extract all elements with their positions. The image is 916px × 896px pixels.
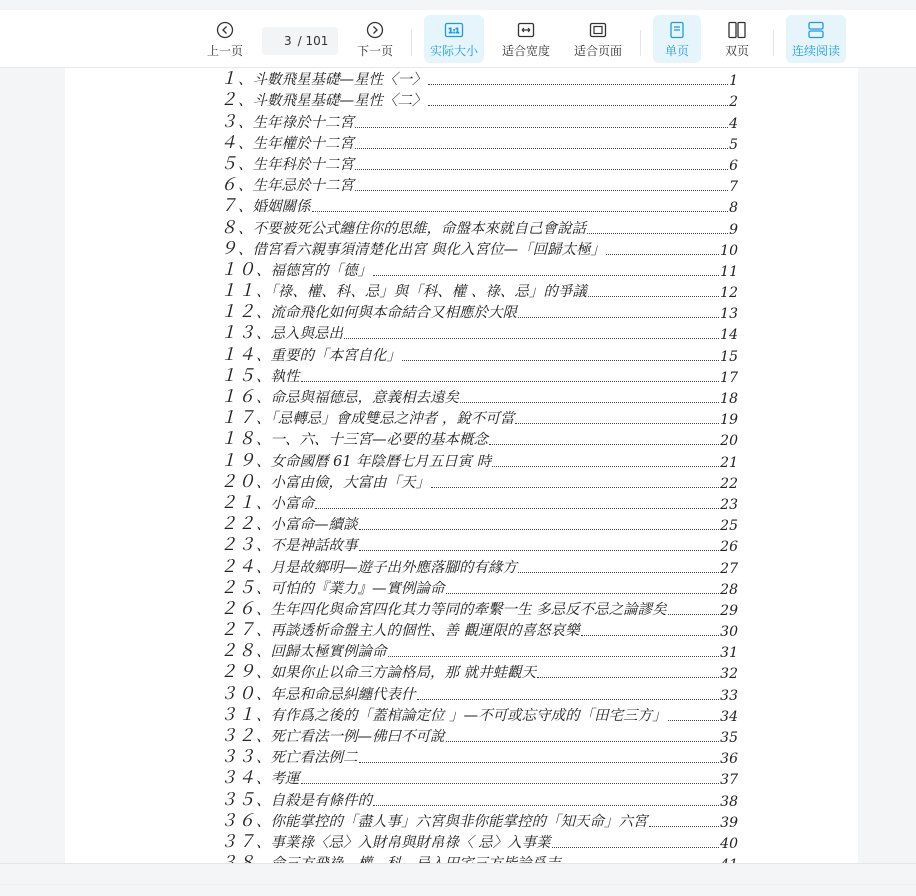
toc-dot-leader — [301, 381, 720, 382]
toc-entry-page: 29 — [720, 602, 738, 619]
toc-dot-leader — [359, 762, 720, 763]
toc-entry-title: 、生年權於十二宮 — [238, 135, 354, 152]
toc-entry-page: 17 — [720, 369, 738, 386]
toc-entry-title: 、事業祿〈忌〉入財帛與財帛祿〈 忌〉入事業 — [256, 834, 551, 851]
next-page-label: 下一页 — [356, 43, 393, 58]
toc-dot-leader — [518, 317, 719, 318]
toc-entry-title: 、不是神話故事 — [256, 538, 358, 555]
toc-entry-title: 、生年祿於十二宮 — [238, 114, 354, 131]
toc-entry-page: 20 — [720, 433, 738, 450]
toc-dot-leader — [668, 614, 720, 615]
toc-entry[interactable] — [220, 280, 738, 301]
actual-size-label: 实际大小 — [429, 43, 478, 58]
toc-entry[interactable] — [220, 704, 738, 725]
toc-entry-title: 、你能掌控的「盡人事」六宮與非你能掌控的「知天命」六宮 — [256, 813, 648, 830]
toc-entry-title: 、女命國曆 61 年陰曆七月五日寅 時 — [256, 453, 492, 470]
toc-entry-number: ７ — [220, 196, 238, 217]
toc-entry-page: 8 — [729, 200, 738, 217]
toc-entry-number: ２ — [220, 90, 238, 111]
toc-entry-title: 、回歸太極實例論命 — [256, 644, 387, 661]
bottom-status-bar — [0, 863, 916, 896]
table-of-contents — [220, 68, 738, 873]
prev-page-button[interactable] — [201, 15, 249, 63]
toc-entry-number: ２１ — [220, 492, 256, 513]
toc-entry-title: 、忌入與忌出 — [256, 326, 343, 343]
fit-width-label: 适合宽度 — [501, 43, 550, 58]
toc-entry-number: ２３ — [220, 535, 256, 556]
toc-entry-page: 7 — [729, 179, 738, 196]
toc-dot-leader — [588, 296, 719, 297]
toc-entry[interactable] — [220, 89, 738, 110]
continuous-reading-button[interactable] — [786, 15, 846, 63]
toc-dot-leader — [552, 847, 720, 848]
toc-entry-title: 、福德宮的「德」 — [256, 262, 372, 279]
toc-entry[interactable] — [220, 259, 738, 280]
double-page-icon — [727, 20, 747, 40]
toc-entry[interactable] — [220, 386, 738, 407]
toc-entry-title: 、流命飛化如何與本命結合又相應於大限 — [256, 305, 517, 322]
toc-entry[interactable] — [220, 831, 738, 852]
total-pages: / 101 — [297, 34, 329, 48]
toc-entry-page: 31 — [720, 645, 738, 662]
toc-entry-number: ３０ — [220, 683, 256, 704]
toc-entry[interactable] — [220, 534, 738, 555]
toc-entry-page: 38 — [720, 793, 738, 810]
toc-entry-number: ２４ — [220, 556, 256, 577]
toc-entry-page: 11 — [720, 263, 738, 280]
toc-entry-number: ３３ — [220, 747, 256, 768]
toc-dot-leader — [428, 105, 729, 106]
toc-entry[interactable] — [220, 68, 738, 89]
toc-entry-title: 、自殺是有條件的 — [256, 792, 372, 809]
toc-entry[interactable] — [220, 598, 738, 619]
toc-entry-number: １２ — [220, 302, 256, 323]
toc-dot-leader — [489, 444, 719, 445]
double-page-button[interactable] — [713, 15, 761, 63]
double-page-label: 双页 — [724, 43, 749, 58]
toc-dot-leader — [446, 741, 720, 742]
toc-entry-title: 、「忌轉忌」會成雙忌之沖者 ，銳不可當 — [256, 411, 515, 428]
toc-entry[interactable] — [220, 322, 738, 343]
toc-entry-page: 22 — [720, 475, 738, 492]
toc-dot-leader — [581, 635, 720, 636]
toc-entry-title: 、不要被死公式纏住你的思維，命盤本來就自己會說話 — [238, 220, 586, 237]
chevron-right-circle-icon — [366, 20, 384, 40]
toc-dot-leader — [373, 805, 719, 806]
toc-entry-number: ２７ — [220, 620, 256, 641]
toc-entry-title: 、命忌與福德忌，意義相去遠矣 — [256, 390, 459, 406]
toc-entry[interactable] — [220, 216, 738, 237]
toc-entry-number: ３ — [220, 111, 238, 132]
page-number-input[interactable] — [272, 34, 292, 48]
toc-dot-leader — [537, 677, 719, 678]
toc-dot-leader — [355, 169, 728, 170]
toc-entry-number: ３６ — [220, 810, 256, 831]
toc-entry-page: 6 — [729, 157, 738, 174]
fit-page-icon — [588, 20, 608, 40]
prev-page-label: 上一页 — [206, 43, 243, 58]
toc-entry-number: ２２ — [220, 514, 256, 535]
svg-text:1:1: 1:1 — [448, 26, 460, 35]
toc-entry-number: ６ — [220, 175, 238, 196]
continuous-scroll-icon — [807, 20, 825, 40]
toc-dot-leader — [359, 529, 720, 530]
fit-width-icon — [516, 20, 536, 40]
toc-dot-leader — [417, 699, 720, 700]
toc-entry-page: 36 — [720, 751, 738, 768]
toolbar-divider — [773, 30, 774, 56]
toc-dot-leader — [359, 550, 720, 551]
toolbar-divider — [411, 30, 412, 56]
toc-entry-number: １６ — [220, 387, 256, 407]
toc-dot-leader — [355, 148, 728, 149]
toc-entry[interactable] — [220, 640, 738, 661]
toc-entry[interactable] — [220, 471, 738, 492]
toc-entry-number: ９ — [220, 238, 238, 259]
toc-entry[interactable] — [220, 577, 738, 598]
toc-entry-number: １ — [220, 69, 238, 90]
toc-entry-title: 、小富命 — [256, 495, 314, 512]
toc-entry[interactable] — [220, 725, 738, 746]
toc-dot-leader — [460, 402, 719, 403]
toc-dot-leader — [606, 254, 719, 255]
toc-entry-number: ３２ — [220, 726, 256, 746]
toc-entry-title: 、小富命—續談 — [256, 517, 358, 534]
toc-entry-number: ２６ — [220, 598, 256, 619]
toc-entry-page: 18 — [720, 391, 738, 407]
toc-entry[interactable] — [220, 555, 738, 576]
toc-dot-leader — [428, 84, 729, 85]
pdf-toolbar — [0, 10, 916, 68]
toc-entry-page: 40 — [720, 835, 738, 852]
next-page-button[interactable] — [351, 15, 399, 63]
window-top-strip — [0, 0, 916, 10]
toc-entry-page: 1 — [729, 73, 738, 90]
toc-entry[interactable] — [220, 788, 738, 809]
toc-entry[interactable] — [220, 661, 738, 682]
bottom-divider — [0, 884, 916, 885]
toc-entry-number: ３７ — [220, 831, 256, 852]
toc-dot-leader — [344, 338, 719, 339]
toc-entry[interactable] — [220, 195, 738, 216]
toc-entry-page: 9 — [729, 221, 738, 238]
toc-entry-title: 、重要的「本宮自化」 — [256, 347, 401, 364]
toc-entry-page: 39 — [720, 814, 738, 831]
toc-dot-leader — [301, 783, 720, 784]
toc-entry-title: 、生年科於十二宮 — [238, 156, 354, 173]
toc-entry-number: ２０ — [220, 471, 256, 492]
chevron-left-circle-icon — [216, 20, 234, 40]
toc-entry-title: 、借宮看六親事須清楚化出宮 與化入宮位—「回歸太極」 — [238, 241, 606, 258]
toc-entry-page: 13 — [720, 306, 738, 323]
toc-entry-number: ５ — [220, 153, 238, 174]
toc-dot-leader — [649, 826, 720, 827]
single-page-icon — [669, 20, 685, 40]
toc-entry-page: 14 — [720, 327, 738, 344]
toc-entry-title: 、死亡看法一例—佛曰不可說 — [256, 729, 445, 745]
toc-entry-number: ３４ — [220, 768, 256, 789]
toc-dot-leader — [518, 572, 719, 573]
toc-entry[interactable] — [220, 619, 738, 640]
toc-entry[interactable] — [220, 407, 738, 428]
toc-dot-leader — [402, 360, 719, 361]
toc-entry-title: 、死亡看法例二 — [256, 750, 358, 767]
toc-entry-page: 27 — [720, 560, 738, 577]
toc-entry-title: 、一、六、十三宮—必要的基本概念 — [256, 432, 488, 449]
toc-entry-number: ３５ — [220, 789, 256, 810]
toc-entry-page: 26 — [720, 539, 738, 556]
toc-entry-page: 12 — [720, 285, 738, 302]
toc-entry-number: ３１ — [220, 704, 256, 725]
toc-entry-page: 30 — [720, 624, 738, 641]
toc-entry-title: 、執性 — [256, 368, 300, 385]
toc-entry-page: 28 — [720, 581, 738, 598]
toc-entry-title: 、可怕的『業力』—實例論命 — [256, 580, 445, 597]
toc-entry[interactable] — [220, 428, 738, 449]
toc-entry-page: 4 — [729, 115, 738, 132]
toc-entry[interactable] — [220, 153, 738, 174]
toc-entry-title: 、生年忌於十二宮 — [238, 178, 354, 195]
toc-entry-page: 23 — [720, 496, 738, 513]
toc-entry-page: 37 — [720, 772, 738, 789]
toc-entry-number: １７ — [220, 408, 256, 429]
toc-entry-number: １０ — [220, 259, 256, 280]
toc-entry[interactable] — [220, 449, 738, 470]
toc-entry-page: 35 — [720, 730, 738, 746]
toc-entry-title: 、生年四化與命宮四化其力等同的牽繫一生 多忌反不忌之論謬矣 — [256, 601, 667, 618]
toc-dot-leader — [315, 508, 719, 509]
toc-dot-leader — [373, 275, 719, 276]
toc-entry-page: 2 — [729, 94, 738, 111]
toc-entry[interactable] — [220, 810, 738, 831]
toc-dot-leader — [446, 593, 720, 594]
toc-dot-leader — [587, 233, 728, 234]
toolbar-divider — [640, 30, 641, 56]
toc-dot-leader — [431, 487, 719, 488]
page-number-box[interactable] — [262, 27, 338, 55]
toc-entry-number: ４ — [220, 132, 238, 153]
toc-entry-page: 10 — [720, 242, 738, 259]
toc-entry[interactable] — [220, 365, 738, 386]
toc-entry-number: ８ — [220, 217, 238, 238]
toc-entry[interactable] — [220, 132, 738, 153]
single-page-button[interactable] — [653, 15, 701, 63]
continuous-reading-label: 连续阅读 — [791, 43, 840, 58]
toc-entry-number: １９ — [220, 450, 256, 471]
toc-dot-leader — [515, 423, 719, 424]
toc-entry-number: ２９ — [220, 662, 256, 683]
toc-dot-leader — [492, 466, 719, 467]
toc-entry-page: 34 — [720, 708, 738, 725]
toc-dot-leader — [388, 656, 720, 657]
toc-entry[interactable] — [220, 110, 738, 131]
toc-entry[interactable] — [220, 301, 738, 322]
toc-dot-leader — [668, 720, 720, 721]
toc-entry-number: １４ — [220, 344, 256, 365]
toc-entry-title: 、如果你止以命三方論格局，那 就井蛙觀天 — [256, 665, 537, 682]
toc-entry-page: 5 — [729, 136, 738, 153]
toc-entry[interactable] — [220, 174, 738, 195]
toc-entry-title: 、「祿、權、科、忌」與「科、權 、祿、忌」的爭議 — [256, 284, 587, 301]
toc-entry-number: ２５ — [220, 577, 256, 598]
toc-entry-page: 15 — [720, 348, 738, 365]
toc-entry-title: 、小富由儉，大富由「天」 — [256, 474, 430, 491]
toc-entry-number: １８ — [220, 429, 256, 450]
toc-entry-number: １１ — [220, 281, 256, 302]
toc-entry[interactable] — [220, 238, 738, 259]
fit-page-button[interactable] — [568, 15, 628, 63]
toc-dot-leader — [355, 127, 728, 128]
fit-width-button[interactable] — [496, 15, 556, 63]
toc-entry-title: 、有作爲之後的「蓋棺論定位 」—不可或忘守成的「田宅三方」 — [256, 707, 667, 724]
toc-entry[interactable] — [220, 767, 738, 788]
toc-entry-title: 、年忌和命忌糾纏代表什 — [256, 686, 416, 703]
actual-size-button[interactable] — [424, 15, 484, 63]
toc-entry-title: 、斗數飛星基礎—星性〈二〉 — [238, 93, 427, 110]
toc-entry-title: 、月是故鄉明—遊子出外應落腳的有緣方 — [256, 559, 517, 576]
toc-entry-title: 、考運 — [256, 771, 300, 788]
toc-entry-number: １３ — [220, 323, 256, 344]
toc-dot-leader — [312, 211, 729, 212]
single-page-label: 单页 — [664, 43, 689, 58]
toc-entry-title: 、婚姻關係 — [238, 199, 311, 216]
document-page — [65, 68, 858, 863]
toc-dot-leader — [355, 190, 728, 191]
toc-entry-number: １５ — [220, 365, 256, 386]
toc-entry-title: 、再談透析命盤主人的個性、善 觀運限的喜怒哀樂 — [256, 623, 580, 640]
fit-page-label: 适合页面 — [573, 43, 622, 58]
toc-entry-number: ２８ — [220, 641, 256, 662]
toc-entry-page: 32 — [720, 666, 738, 683]
toc-entry[interactable] — [220, 682, 738, 703]
toc-entry-title: 、斗數飛星基礎—星性〈一〉 — [238, 72, 427, 89]
toc-entry[interactable] — [220, 746, 738, 767]
toc-entry[interactable] — [220, 343, 738, 364]
toc-entry-page: 21 — [720, 454, 738, 471]
toc-entry-page: 33 — [720, 687, 738, 704]
actual-size-icon — [444, 20, 464, 40]
toc-entry[interactable] — [220, 513, 738, 534]
toc-entry-page: 25 — [720, 518, 738, 535]
toc-entry[interactable] — [220, 492, 738, 513]
toc-entry-page: 19 — [720, 412, 738, 429]
